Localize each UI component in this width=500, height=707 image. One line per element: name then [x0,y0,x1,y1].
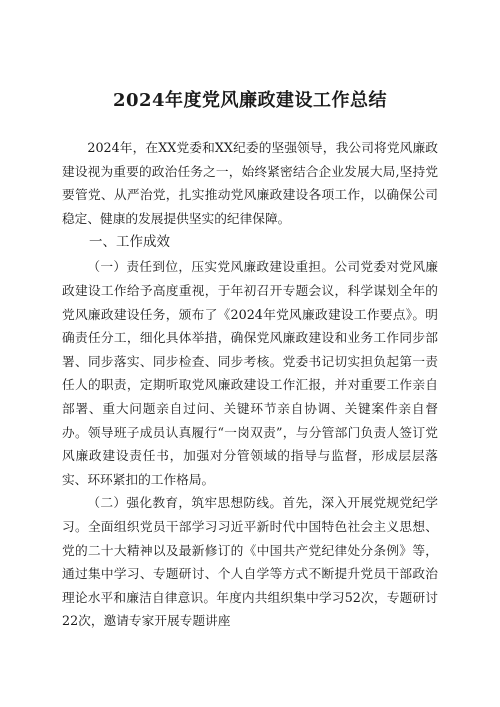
paragraph-education: （二）强化教育，筑牢思想防线。首先，深入开展党规党纪学习。全面组织党员干部学习习近平新时代中国特色社会主义思想、党的二十大精神以及最新修订的《中国共产党纪律处分条例》等，通过集中学习、专题研讨、个人自学等方式不断提升党员干部政治理论水平和廉洁自律意识。年度内共组织集中学习52次，专题研讨22次，邀请专家开展专题讲座 [62,495,438,629]
section-heading-work-results: 一、工作成效 [89,234,170,251]
document-title: 2024年度党风廉政建设工作总结 [112,90,388,111]
paragraph-responsibility: （一）责任到位，压实党风廉政建设重担。公司党委对党风廉政建设工作给予高度重视，于年初召开专题会议，科学谋划全年的党风廉政建设任务，颁布了《2024年党风廉政建设工作要点》。明确责任分工，细化具体举措，确保党风廉政建设和业务工作同步部署、同步落实、同步检查、同步考核。党委书记切实担负起第一责任人的职责，定期听取党风廉政建设工作汇报，并对重要工作亲自部署、重大问题亲自过问、关键环节亲自协调、关键案件亲自督办。领导班子成员认真履行“一岗双责”，与分管部门负责人签订党风廉政建设责任书，加强对分管领域的指导与监督，形成层层落实、环环紧扣的工作格局。 [62,259,438,487]
intro-paragraph: 2024年，在XX党委和XX纪委的坚强领导，我公司将党风廉政建设视为重要的政治任务之一，始终紧密结合企业发展大局,坚持党要管党、从严治党，扎实推动党风廉政建设各项工作，以确保公司稳定、健康的发展提供坚实的纪律保障。 [62,140,438,226]
paragraph-education-wrapper [62,491,438,651]
